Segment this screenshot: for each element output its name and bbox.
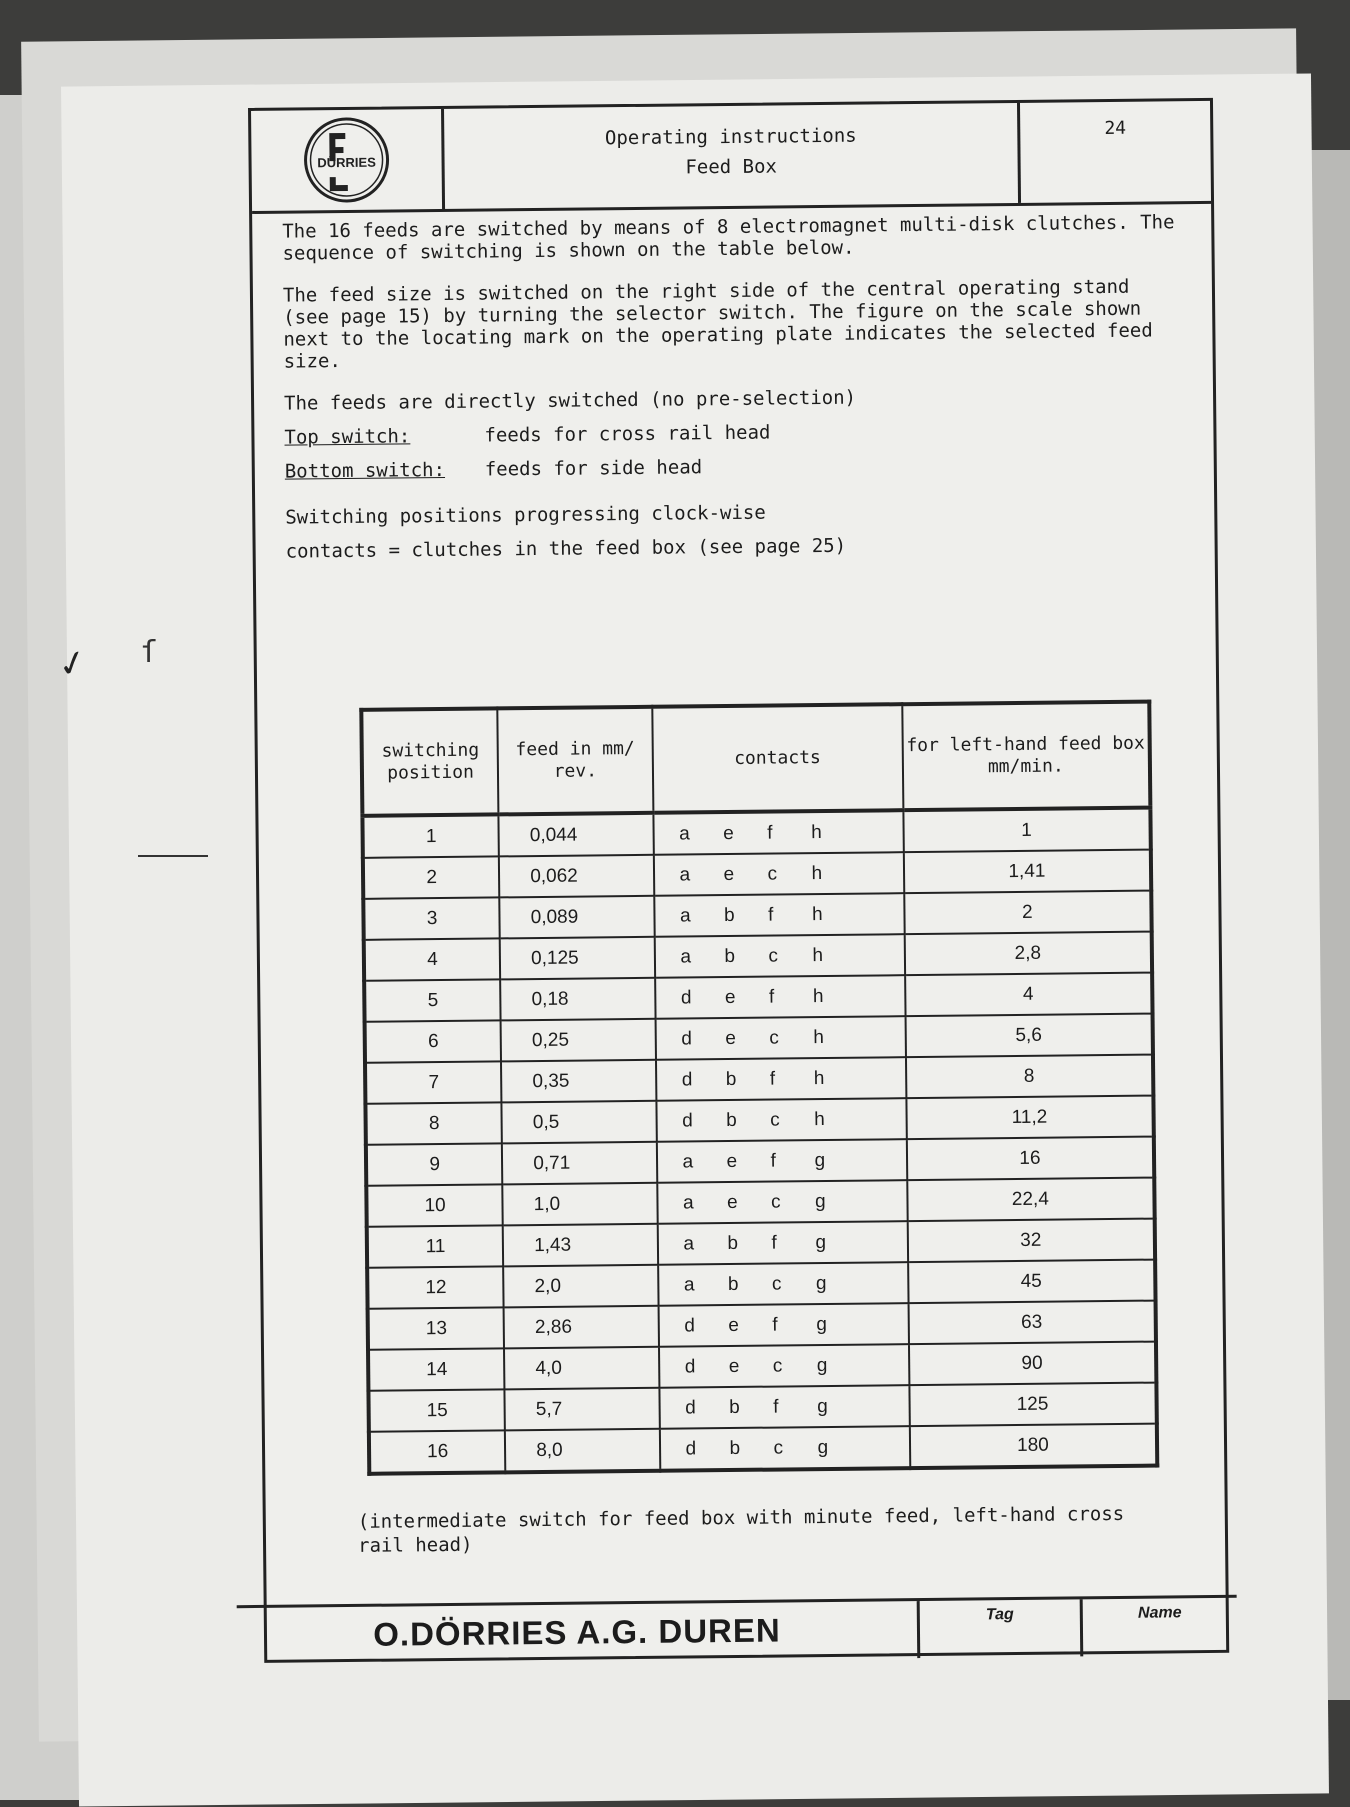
contact-letter: e bbox=[726, 1150, 738, 1172]
contact-letter: d bbox=[684, 1314, 696, 1336]
company-logo bbox=[251, 109, 445, 211]
cell-contacts bbox=[657, 1180, 908, 1224]
cell-position: 3 bbox=[363, 897, 500, 939]
contact-letter: a bbox=[682, 1191, 694, 1214]
contact-letter: a bbox=[679, 822, 690, 845]
contact-letter: d bbox=[682, 1109, 693, 1132]
cell-mm-min: 1,41 bbox=[904, 850, 1152, 894]
cell-feed: 0,35 bbox=[501, 1060, 656, 1103]
contact-letter: h bbox=[813, 1067, 825, 1089]
contact-letter: b bbox=[729, 1437, 741, 1459]
contact-letter: c bbox=[770, 1108, 780, 1131]
cell-mm-min: 5,6 bbox=[905, 1014, 1153, 1058]
contact-letter: b bbox=[726, 1109, 737, 1131]
cell-position: 6 bbox=[365, 1020, 502, 1062]
contact-letter: d bbox=[681, 1027, 693, 1050]
contact-letter: h bbox=[812, 944, 824, 966]
cell-contacts bbox=[659, 1385, 910, 1429]
contact-letter: g bbox=[814, 1149, 826, 1171]
cell-feed: 2,86 bbox=[504, 1306, 659, 1349]
paragraph-feed-size: The feed size is switched on the right side of the central operating stand (see page 15) by turning the selector switch. The figure on the scale shown next to the locating mark on the operating plate indicates the selected feed size. bbox=[282, 275, 1153, 373]
contact-letter: b bbox=[724, 945, 736, 967]
contact-letter: g bbox=[814, 1190, 826, 1212]
document-frame bbox=[248, 98, 1229, 1663]
top-switch-label: Top switch: bbox=[284, 425, 411, 449]
contact-letter: f bbox=[768, 986, 775, 1008]
contact-letter: h bbox=[814, 1108, 825, 1130]
contact-letter: c bbox=[770, 1190, 781, 1213]
contact-letter: e bbox=[728, 1314, 740, 1336]
cell-feed: 0,5 bbox=[502, 1101, 657, 1144]
cell-position: 12 bbox=[367, 1266, 504, 1308]
table-body bbox=[362, 808, 1157, 1474]
cell-feed: 0,125 bbox=[500, 937, 655, 980]
cell-feed: 1,0 bbox=[502, 1183, 657, 1226]
cell-mm-min: 125 bbox=[909, 1383, 1157, 1427]
cell-contacts bbox=[658, 1262, 909, 1306]
cell-position: 1 bbox=[362, 814, 499, 857]
contact-letter: d bbox=[685, 1437, 697, 1459]
svg-text:DÜRRIES: DÜRRIES bbox=[317, 154, 376, 171]
cell-feed: 0,18 bbox=[500, 978, 655, 1021]
contact-letter: h bbox=[812, 985, 824, 1007]
contacts-line: contacts = clutches in the feed box (see page 25) bbox=[285, 534, 847, 563]
contact-letter: c bbox=[769, 1026, 779, 1049]
contact-letter: g bbox=[815, 1272, 827, 1294]
contact-letter: b bbox=[723, 904, 735, 926]
cell-mm-min: 1 bbox=[903, 808, 1151, 853]
pencil-line bbox=[138, 855, 208, 857]
contact-letter: a bbox=[682, 1150, 694, 1173]
header-contacts: contacts bbox=[652, 704, 903, 813]
cell-position: 16 bbox=[369, 1430, 506, 1473]
contact-letter: a bbox=[680, 945, 692, 968]
cell-contacts bbox=[657, 1221, 908, 1265]
cell-contacts bbox=[654, 893, 905, 937]
bottom-switch-label: Bottom switch: bbox=[284, 458, 446, 483]
contact-letter: h bbox=[811, 862, 823, 884]
cell-mm-min: 4 bbox=[905, 973, 1153, 1017]
checkmark-annotation: ✓ bbox=[54, 637, 90, 689]
contact-letter: a bbox=[679, 904, 691, 927]
cell-mm-min: 180 bbox=[910, 1424, 1158, 1469]
cell-position: 14 bbox=[368, 1348, 505, 1390]
cell-mm-min: 32 bbox=[907, 1219, 1155, 1263]
header-feed: feed in mm/ rev. bbox=[498, 707, 653, 815]
bottom-switch-text: feeds for side head bbox=[484, 456, 703, 481]
cell-feed: 2,0 bbox=[503, 1265, 658, 1308]
company-name: O.DÖRRIES A.G. DUREN bbox=[237, 1601, 921, 1665]
cell-contacts bbox=[656, 1139, 907, 1183]
logo-emblem-icon bbox=[301, 115, 392, 206]
cell-contacts bbox=[653, 852, 904, 896]
contact-letter: a bbox=[683, 1273, 695, 1295]
cell-contacts bbox=[655, 1016, 906, 1060]
header-mm-min: for left-hand feed box mm/min. bbox=[902, 702, 1150, 811]
contact-letter: g bbox=[817, 1436, 829, 1458]
contact-letter: b bbox=[729, 1396, 740, 1418]
contact-letter: g bbox=[816, 1354, 828, 1376]
bottom-switch-line bbox=[285, 451, 1185, 482]
document-header bbox=[251, 101, 1211, 214]
cell-mm-min: 2,8 bbox=[904, 932, 1152, 976]
footnote: (intermediate switch for feed box with minute feed, left-hand cross rail head) bbox=[357, 1502, 1125, 1557]
document-title bbox=[444, 103, 1021, 209]
cell-contacts bbox=[658, 1303, 909, 1347]
handwritten-mark: ſ bbox=[140, 635, 159, 670]
contact-letter: h bbox=[811, 821, 822, 843]
contact-letter: e bbox=[723, 863, 735, 885]
contact-letter: g bbox=[817, 1395, 828, 1417]
contact-letter: a bbox=[679, 863, 691, 886]
cell-position: 2 bbox=[363, 856, 500, 898]
cell-contacts bbox=[654, 934, 905, 978]
title-line-1: Operating instructions bbox=[604, 124, 857, 150]
contact-letter: f bbox=[770, 1150, 777, 1172]
contact-letter: a bbox=[683, 1232, 695, 1255]
cell-feed: 0,044 bbox=[499, 813, 654, 857]
cell-contacts bbox=[655, 975, 906, 1019]
cell-position: 11 bbox=[367, 1225, 504, 1267]
page-number: 24 bbox=[1104, 117, 1127, 140]
cell-position: 5 bbox=[364, 979, 501, 1021]
name-field: Name bbox=[1137, 1604, 1182, 1622]
cell-position: 13 bbox=[368, 1307, 505, 1349]
contact-letter: e bbox=[725, 1027, 737, 1049]
contact-letter: g bbox=[816, 1313, 828, 1335]
contact-letter: d bbox=[680, 986, 692, 1009]
cell-feed: 4,0 bbox=[504, 1347, 659, 1390]
top-switch-text: feeds for cross rail head bbox=[484, 421, 771, 447]
cell-mm-min: 2 bbox=[904, 891, 1152, 935]
contact-letter: c bbox=[767, 863, 778, 885]
contact-letter: c bbox=[768, 944, 779, 967]
contact-letter: f bbox=[767, 904, 774, 926]
cell-position: 9 bbox=[366, 1143, 503, 1185]
cell-mm-min: 8 bbox=[906, 1055, 1154, 1099]
contact-letter: d bbox=[684, 1355, 696, 1377]
contact-letter: e bbox=[723, 822, 734, 844]
contact-letter: f bbox=[772, 1314, 778, 1336]
cell-position: 10 bbox=[366, 1184, 503, 1226]
paragraph-direct-switch: The feeds are directly switched (no pre-selection) bbox=[283, 386, 857, 415]
contact-letter: c bbox=[771, 1272, 782, 1295]
paragraph-clutches: The 16 feeds are switched by means of 8 electromagnet multi-disk clutches. The sequence of switching is shown on the table below. bbox=[282, 211, 1175, 265]
cell-contacts bbox=[656, 1057, 907, 1101]
contact-letter: g bbox=[815, 1231, 827, 1253]
cell-feed: 0,25 bbox=[501, 1019, 656, 1062]
contact-letter: b bbox=[725, 1068, 737, 1090]
contact-letter: f bbox=[773, 1396, 779, 1418]
contact-letter: h bbox=[811, 903, 823, 925]
contact-letter: e bbox=[726, 1191, 738, 1213]
cell-contacts bbox=[653, 810, 904, 855]
contact-letter: d bbox=[685, 1396, 696, 1418]
cell-feed: 1,43 bbox=[503, 1224, 658, 1267]
cell-position: 4 bbox=[364, 938, 501, 980]
contact-letter: c bbox=[773, 1436, 784, 1459]
cell-mm-min: 11,2 bbox=[906, 1096, 1154, 1140]
switching-positions-line: Switching positions progressing clock-wise bbox=[285, 501, 766, 529]
contact-letter: b bbox=[727, 1273, 739, 1295]
cell-mm-min: 22,4 bbox=[907, 1178, 1155, 1222]
cell-feed: 0,71 bbox=[502, 1142, 657, 1185]
title-line-2: Feed Box bbox=[685, 155, 778, 179]
cell-position: 15 bbox=[368, 1389, 505, 1431]
cell-mm-min: 90 bbox=[909, 1342, 1157, 1386]
cell-position: 8 bbox=[365, 1102, 502, 1144]
contact-letter: e bbox=[728, 1355, 740, 1377]
header-switching-position: switching position bbox=[361, 708, 498, 815]
top-switch-line bbox=[284, 417, 1184, 448]
feed-table bbox=[359, 700, 1159, 1476]
cell-contacts bbox=[659, 1344, 910, 1388]
cell-feed: 0,062 bbox=[499, 855, 654, 898]
cell-feed: 5,7 bbox=[505, 1388, 660, 1431]
table-header-row bbox=[361, 702, 1150, 816]
tag-field: Tag bbox=[920, 1599, 1084, 1658]
contact-letter: f bbox=[767, 822, 773, 844]
body-text bbox=[282, 211, 1186, 574]
contact-letter: f bbox=[771, 1232, 777, 1254]
contact-letter: d bbox=[681, 1068, 693, 1091]
table-row bbox=[369, 1424, 1157, 1474]
cell-mm-min: 63 bbox=[908, 1301, 1156, 1345]
contact-letter: b bbox=[727, 1232, 739, 1254]
cell-feed: 0,089 bbox=[499, 896, 654, 939]
cell-position: 7 bbox=[365, 1061, 502, 1103]
cell-mm-min: 16 bbox=[907, 1137, 1155, 1181]
contact-letter: h bbox=[813, 1026, 825, 1048]
contact-letter: f bbox=[769, 1068, 776, 1090]
cell-contacts bbox=[659, 1426, 910, 1471]
cell-feed: 8,0 bbox=[505, 1429, 660, 1473]
contact-letter: e bbox=[724, 986, 736, 1008]
contact-letter: c bbox=[772, 1354, 783, 1377]
document-footer bbox=[237, 1595, 1238, 1665]
cell-mm-min: 45 bbox=[908, 1260, 1156, 1304]
cell-contacts bbox=[656, 1098, 907, 1142]
